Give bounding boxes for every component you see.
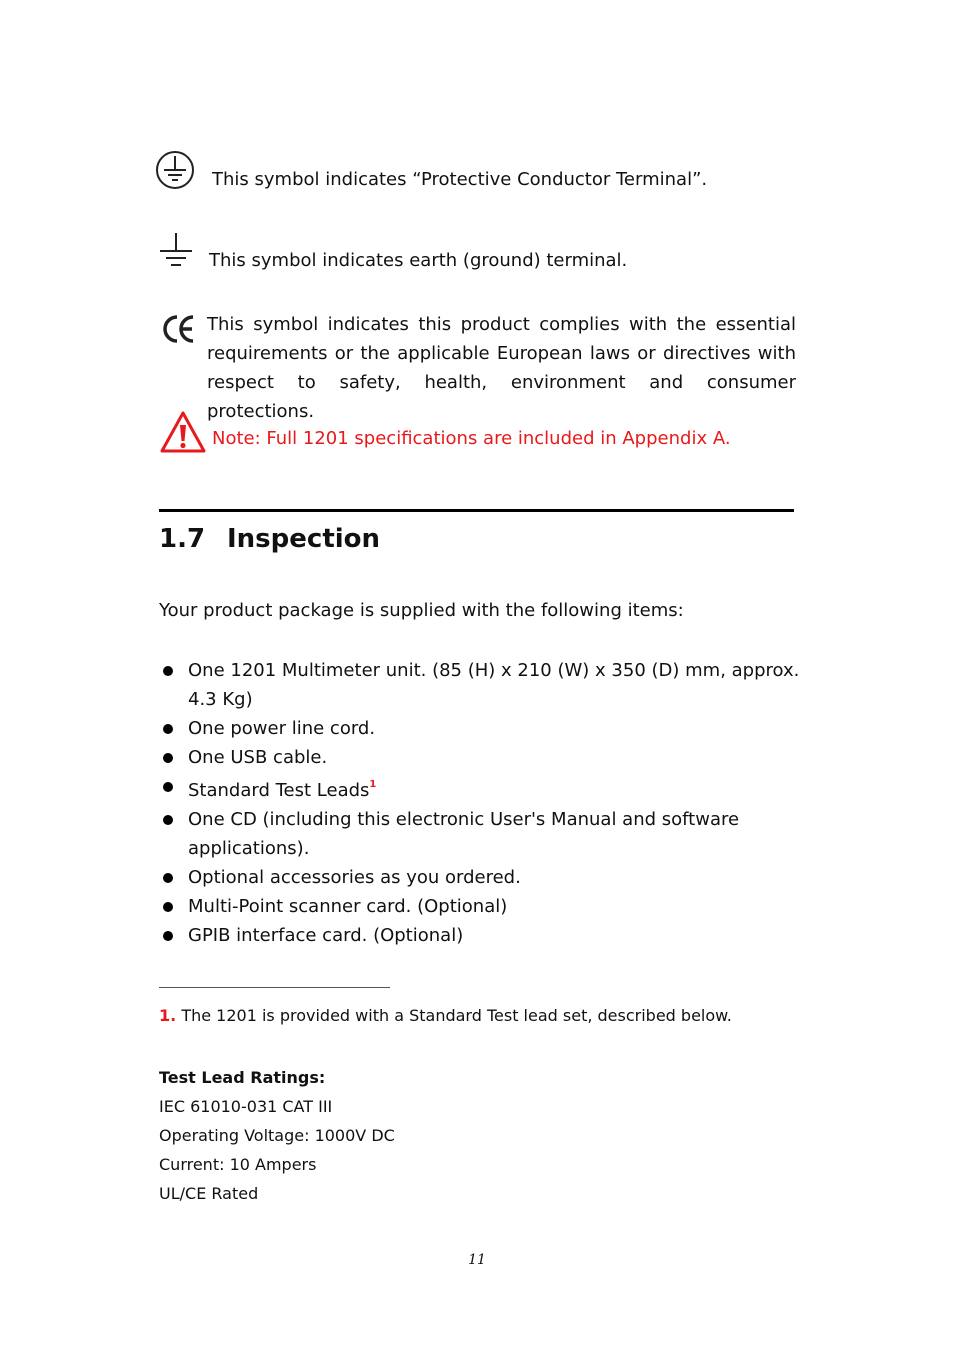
list-item: Multi-Point scanner card. (Optional) [159, 892, 804, 921]
bullet-icon [163, 666, 173, 676]
ratings-line: Current: 10 Ampers [159, 1155, 317, 1174]
ratings-line: UL/CE Rated [159, 1184, 259, 1203]
bullet-icon [163, 902, 173, 912]
earth-terminal-description: This symbol indicates earth (ground) terminal. [209, 250, 628, 271]
ce-mark-icon [162, 313, 196, 345]
protective-terminal-description: This symbol indicates “Protective Conductor Terminal”. [212, 169, 708, 190]
footnote [159, 1006, 732, 1025]
bullet-icon [163, 724, 173, 734]
ratings-title: Test Lead Ratings: [159, 1068, 326, 1087]
list-item: Optional accessories as you ordered. [159, 863, 804, 892]
bullet-icon [163, 873, 173, 883]
section-divider [159, 509, 794, 512]
bullet-icon [163, 931, 173, 941]
earth-ground-terminal-icon [158, 232, 194, 270]
section-title: Inspection [227, 524, 381, 554]
package-items-list [159, 656, 804, 950]
intro-paragraph: Your product package is supplied with the following items: [159, 600, 684, 621]
footnote-text: The 1201 is provided with a Standard Test lead set, described below. [181, 1006, 732, 1025]
ratings-line: IEC 61010-031 CAT III [159, 1097, 333, 1116]
list-item: One power line cord. [159, 714, 804, 743]
protective-conductor-terminal-icon [155, 150, 197, 190]
bullet-icon [163, 815, 173, 825]
test-lead-ratings [159, 1063, 395, 1208]
bullet-icon [163, 782, 173, 792]
ratings-line: Operating Voltage: 1000V DC [159, 1126, 395, 1145]
section-heading [159, 524, 380, 554]
ce-mark-description: This symbol indicates this product complies with the essential requirements or the applicable European laws or directives with respect to safety, health, environment and consumer protections. [207, 314, 796, 422]
list-item: One 1201 Multimeter unit. (85 (H) x 210 (W) x 350 (D) mm, approx. 4.3 Kg) [159, 656, 804, 714]
footnote-marker[interactable]: 1 [369, 779, 377, 790]
specifications-note: Note: Full 1201 specifications are included in Appendix A. [212, 428, 731, 449]
list-item: GPIB interface card. (Optional) [159, 921, 804, 950]
warning-triangle-icon [160, 410, 206, 454]
section-number: 1.7 [159, 524, 206, 554]
bullet-icon [163, 753, 173, 763]
page-number: 11 [468, 1252, 486, 1268]
footnote-divider [159, 987, 390, 988]
list-item: Standard Test Leads$^1$ [159, 772, 804, 805]
list-item: One USB cable. [159, 743, 804, 772]
list-item: One CD (including this electronic User's Manual and software applications). [159, 805, 804, 863]
footnote-number: 1. [159, 1006, 177, 1025]
